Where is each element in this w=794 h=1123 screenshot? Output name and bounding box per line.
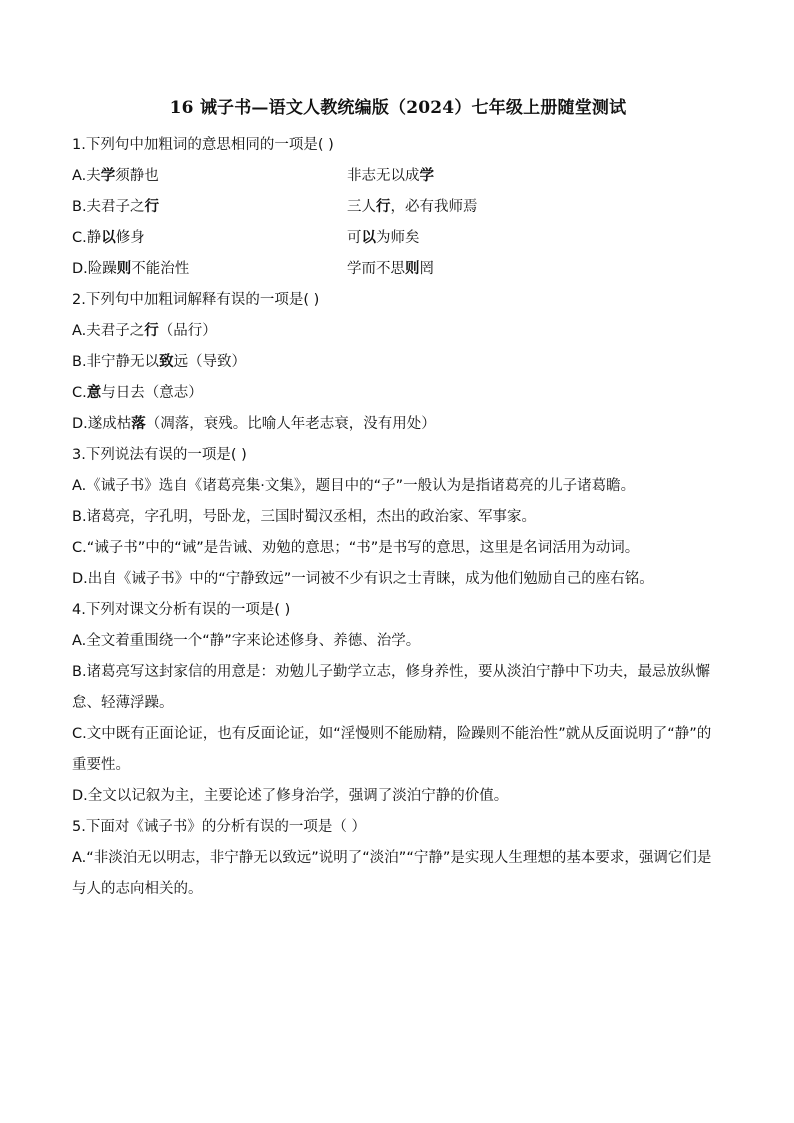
question-2-option-c: C.意与日去（意志）: [72, 385, 203, 401]
option-right: 学而不思则罔: [347, 261, 434, 277]
option-right: 三人行，必有我师焉: [347, 199, 478, 215]
option-right: 可以为师矣: [347, 230, 420, 246]
bold-word: 学: [100, 168, 116, 184]
question-4-option-a: A.全文着重围绕一个“静”字来论述修身、养德、治学。: [72, 633, 421, 649]
question-1-option-c: [72, 223, 724, 254]
page-title: 16 诫子书—语文人教统编版（2024）七年级上册随堂测试: [169, 98, 627, 118]
bold-word: 行: [144, 199, 160, 215]
option-left: B.夫君子之行: [72, 199, 160, 215]
question-1-option-b: [72, 192, 724, 223]
question-4-option-c: C.文中既有正面论证，也有反面论证，如“淫慢则不能励精，险躁则不能治性”就从反面说明了“静”的重要性。: [72, 726, 712, 773]
option-left: A.夫学须静也: [72, 168, 159, 184]
question-3-option-b: B.诸葛亮，字孔明，号卧龙，三国时蜀汉丞相，杰出的政治家、军事家。: [72, 509, 537, 525]
question-3-option-d: D.出自《诫子书》中的“宁静致远”一词被不少有识之士青睐，成为他们勉励自己的座右铭。: [72, 571, 654, 587]
question-3-option-a: A.《诫子书》选自《诸葛亮集·文集》，题目中的“子”一般认为是指诸葛亮的儿子诸葛瞻。: [72, 478, 636, 494]
question-2-stem: 2.下列句中加粗词解释有误的一项是( ): [72, 292, 320, 308]
bold-word: 行: [376, 199, 391, 215]
option-right: 非志无以成学: [347, 168, 434, 184]
question-3-stem: 3.下列说法有误的一项是( ): [72, 447, 247, 463]
bold-word: 则: [405, 261, 420, 277]
bold-word: 致: [159, 354, 174, 370]
bold-word: 以: [101, 230, 116, 246]
question-4-option-d: D.全文以记叙为主，主要论述了修身治学，强调了淡泊宁静的价值。: [72, 788, 509, 804]
bold-word: 学: [419, 168, 434, 184]
question-2-option-b: B.非宁静无以致远（导致）: [72, 354, 247, 370]
bold-word: 行: [144, 323, 159, 339]
question-2-option-a: A.夫君子之行（品行）: [72, 323, 217, 339]
question-1-option-a: [72, 161, 724, 192]
question-5-option-a: A.“非淡泊无以明志，非宁静无以致远”说明了“淡泊”“宁静”是实现人生理想的基本要求，强调它们是与人的志向相关的。: [72, 850, 712, 897]
option-left: C.静以修身: [72, 230, 145, 246]
question-1-stem: 1.下列句中加粗词的意思相同的一项是( ): [72, 137, 334, 153]
bold-word: 落: [131, 416, 146, 432]
question-4-stem: 4.下列对课文分析有误的一项是( ): [72, 602, 291, 618]
question-4-option-b: B.诸葛亮写这封家信的用意是：劝勉儿子勤学立志，修身养性，要从淡泊宁静中下功夫，最忌放纵懈怠、轻薄浮躁。: [72, 664, 711, 711]
question-2-option-d: D.遂成枯落（凋落，衰残。比喻人年老志衰，没有用处）: [72, 416, 436, 432]
question-3-option-c: C.“诫子书”中的“诫”是告诫、劝勉的意思；“书”是书写的意思，这里是名词活用为动词。: [72, 540, 640, 556]
document-page: [72, 94, 724, 1094]
option-left: D.险躁则不能治性: [72, 261, 190, 277]
bold-word: 则: [116, 261, 132, 277]
question-1-option-d: [72, 254, 724, 285]
bold-word: 意: [86, 385, 102, 401]
bold-word: 以: [361, 230, 376, 246]
question-5-stem: 5.下面对《诫子书》的分析有误的一项是（ ）: [72, 819, 366, 835]
